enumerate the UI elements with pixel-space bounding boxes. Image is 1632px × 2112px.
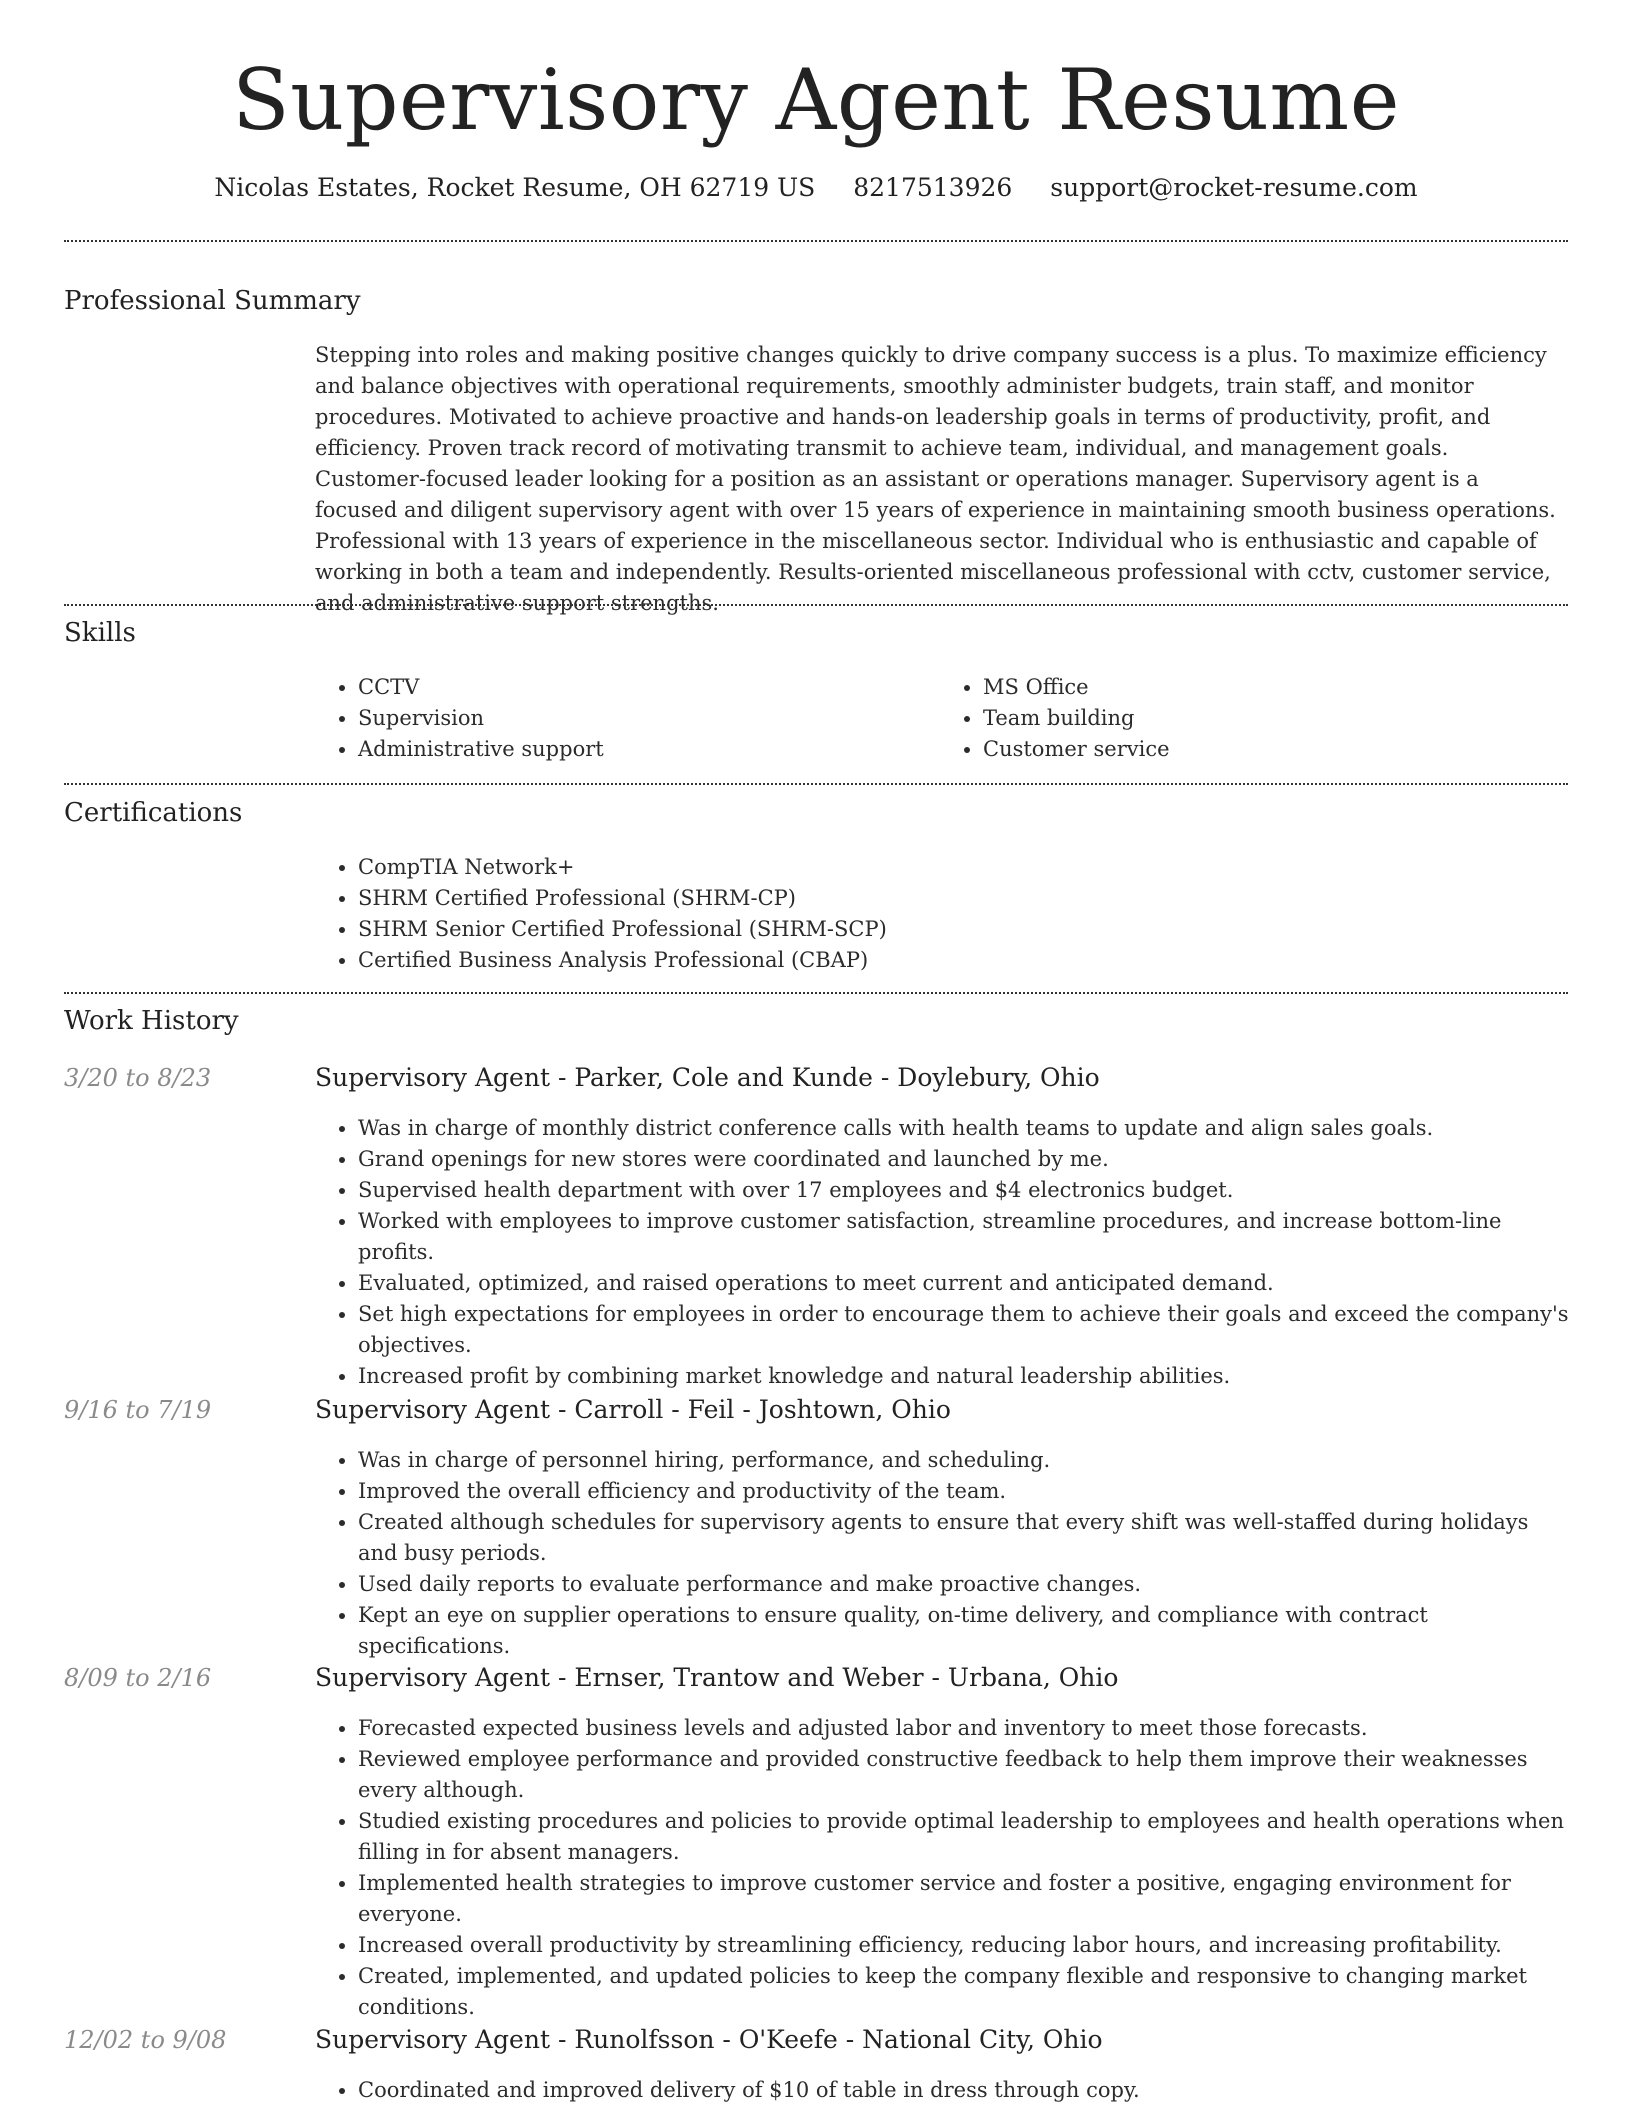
contact-email: support@rocket-resume.com [1050, 173, 1418, 202]
list-item: • Administrative support [358, 734, 940, 765]
job-title: Supervisory Agent - Carroll - Feil - Joshtown, Ohio [315, 1395, 951, 1424]
list-item: • Was in charge of personnel hiring, performance, and scheduling. [358, 1445, 1573, 1476]
list-item: • SHRM Certified Professional (SHRM-CP) [358, 883, 1565, 914]
skills-column-right [940, 672, 1565, 765]
list-item: • Increased overall productivity by streamlining efficiency, reducing labor hours, and increasing profitability. [358, 1930, 1573, 1961]
list-item: • CompTIA Network+ [358, 852, 1565, 883]
job-bullets [315, 2075, 1573, 2106]
divider [64, 240, 1568, 242]
section-title-certifications: Certifications [64, 798, 243, 828]
list-item: • Worked with employees to improve customer satisfaction, streamline procedures, and increase bottom-line profits. [358, 1206, 1573, 1268]
job-bullets [315, 1445, 1573, 1662]
list-item: • Certified Business Analysis Professional (CBAP) [358, 945, 1565, 976]
job-dates: 9/16 to 7/19 [64, 1396, 212, 1424]
list-item: • Created although schedules for supervisory agents to ensure that every shift was well-staffed during holidays and busy periods. [358, 1507, 1573, 1569]
job-title: Supervisory Agent - Ernser, Trantow and Weber - Urbana, Ohio [315, 1663, 1119, 1692]
divider [64, 992, 1568, 994]
list-item: • Supervised health department with over 17 employees and $4 electronics budget. [358, 1175, 1573, 1206]
list-item: • Implemented health strategies to improve customer service and foster a positive, engaging environment for everyone. [358, 1868, 1573, 1930]
divider [64, 783, 1568, 785]
skills-column-left [315, 672, 940, 765]
list-item: • Team building [983, 703, 1565, 734]
section-title-skills: Skills [64, 618, 136, 648]
job-dates: 12/02 to 9/08 [64, 2026, 227, 2054]
divider [64, 604, 1568, 606]
list-item: • Increased profit by combining market knowledge and natural leadership abilities. [358, 1361, 1573, 1392]
contact-line [0, 172, 1632, 204]
list-item: • Reviewed employee performance and provided constructive feedback to help them improve their weaknesses every although. [358, 1744, 1573, 1806]
list-item: • Created, implemented, and updated policies to keep the company flexible and responsive to changing market conditions. [358, 1961, 1573, 2023]
list-item: • Supervision [358, 703, 940, 734]
section-title-work-history: Work History [64, 1006, 239, 1036]
page-title: Supervisory Agent Resume [232, 51, 1400, 149]
job-bullets [315, 1113, 1573, 1392]
job-bullets [315, 1713, 1573, 2023]
list-item: • Customer service [983, 734, 1565, 765]
list-item: • SHRM Senior Certified Professional (SHRM-SCP) [358, 914, 1565, 945]
list-item: • Kept an eye on supplier operations to ensure quality, on-time delivery, and compliance with contract specifications. [358, 1600, 1573, 1662]
summary-text: Stepping into roles and making positive changes quickly to drive company success is a plus. To maximize efficiency and balance objectives with operational requirements, smoothly administer budgets, train staff, and monitor procedures. Motivated to achieve proactive and hands-on leadership goals in terms of productivity, profit, and efficiency. Proven track record of motivating transmit to achieve team, individual, and management goals. Customer-focused leader looking for a position as an assistant or operations manager. Supervisory agent is a focused and diligent supervisory agent with over 15 years of experience in maintaining smooth business operations. Professional with 13 years of experience in the miscellaneous sector. Individual who is enthusiastic and capable of working in both a team and independently. Results-oriented miscellaneous professional with cctv, customer service, and administrative support strengths. [315, 343, 1556, 615]
list-item: • MS Office [983, 672, 1565, 703]
list-item: • Evaluated, optimized, and raised operations to meet current and anticipated demand. [358, 1268, 1573, 1299]
job-title: Supervisory Agent - Parker, Cole and Kunde - Doylebury, Ohio [315, 1063, 1100, 1092]
list-item: • Used daily reports to evaluate performance and make proactive changes. [358, 1569, 1573, 1600]
job-title: Supervisory Agent - Runolfsson - O'Keefe - National City, Ohio [315, 2025, 1103, 2054]
list-item: • Improved the overall efficiency and productivity of the team. [358, 1476, 1573, 1507]
job-dates: 3/20 to 8/23 [64, 1064, 212, 1092]
list-item: • Set high expectations for employees in order to encourage them to achieve their goals and exceed the company's objectives. [358, 1299, 1573, 1361]
list-item: • Studied existing procedures and policies to provide optimal leadership to employees and health operations when filling in for absent managers. [358, 1806, 1573, 1868]
list-item: • CCTV [358, 672, 940, 703]
list-item: • Grand openings for new stores were coordinated and launched by me. [358, 1144, 1573, 1175]
skills-list [315, 672, 1565, 765]
job-dates: 8/09 to 2/16 [64, 1664, 212, 1692]
list-item: • Coordinated and improved delivery of $10 of table in dress through copy. [358, 2075, 1573, 2106]
contact-phone: 8217513926 [853, 173, 1013, 202]
certifications-list [315, 852, 1565, 976]
list-item: • Forecasted expected business levels and adjusted labor and inventory to meet those forecasts. [358, 1713, 1573, 1744]
contact-address: Nicolas Estates, Rocket Resume, OH 62719 US [214, 173, 816, 202]
section-title-summary: Professional Summary [64, 286, 361, 316]
list-item: • Was in charge of monthly district conference calls with health teams to update and align sales goals. [358, 1113, 1573, 1144]
